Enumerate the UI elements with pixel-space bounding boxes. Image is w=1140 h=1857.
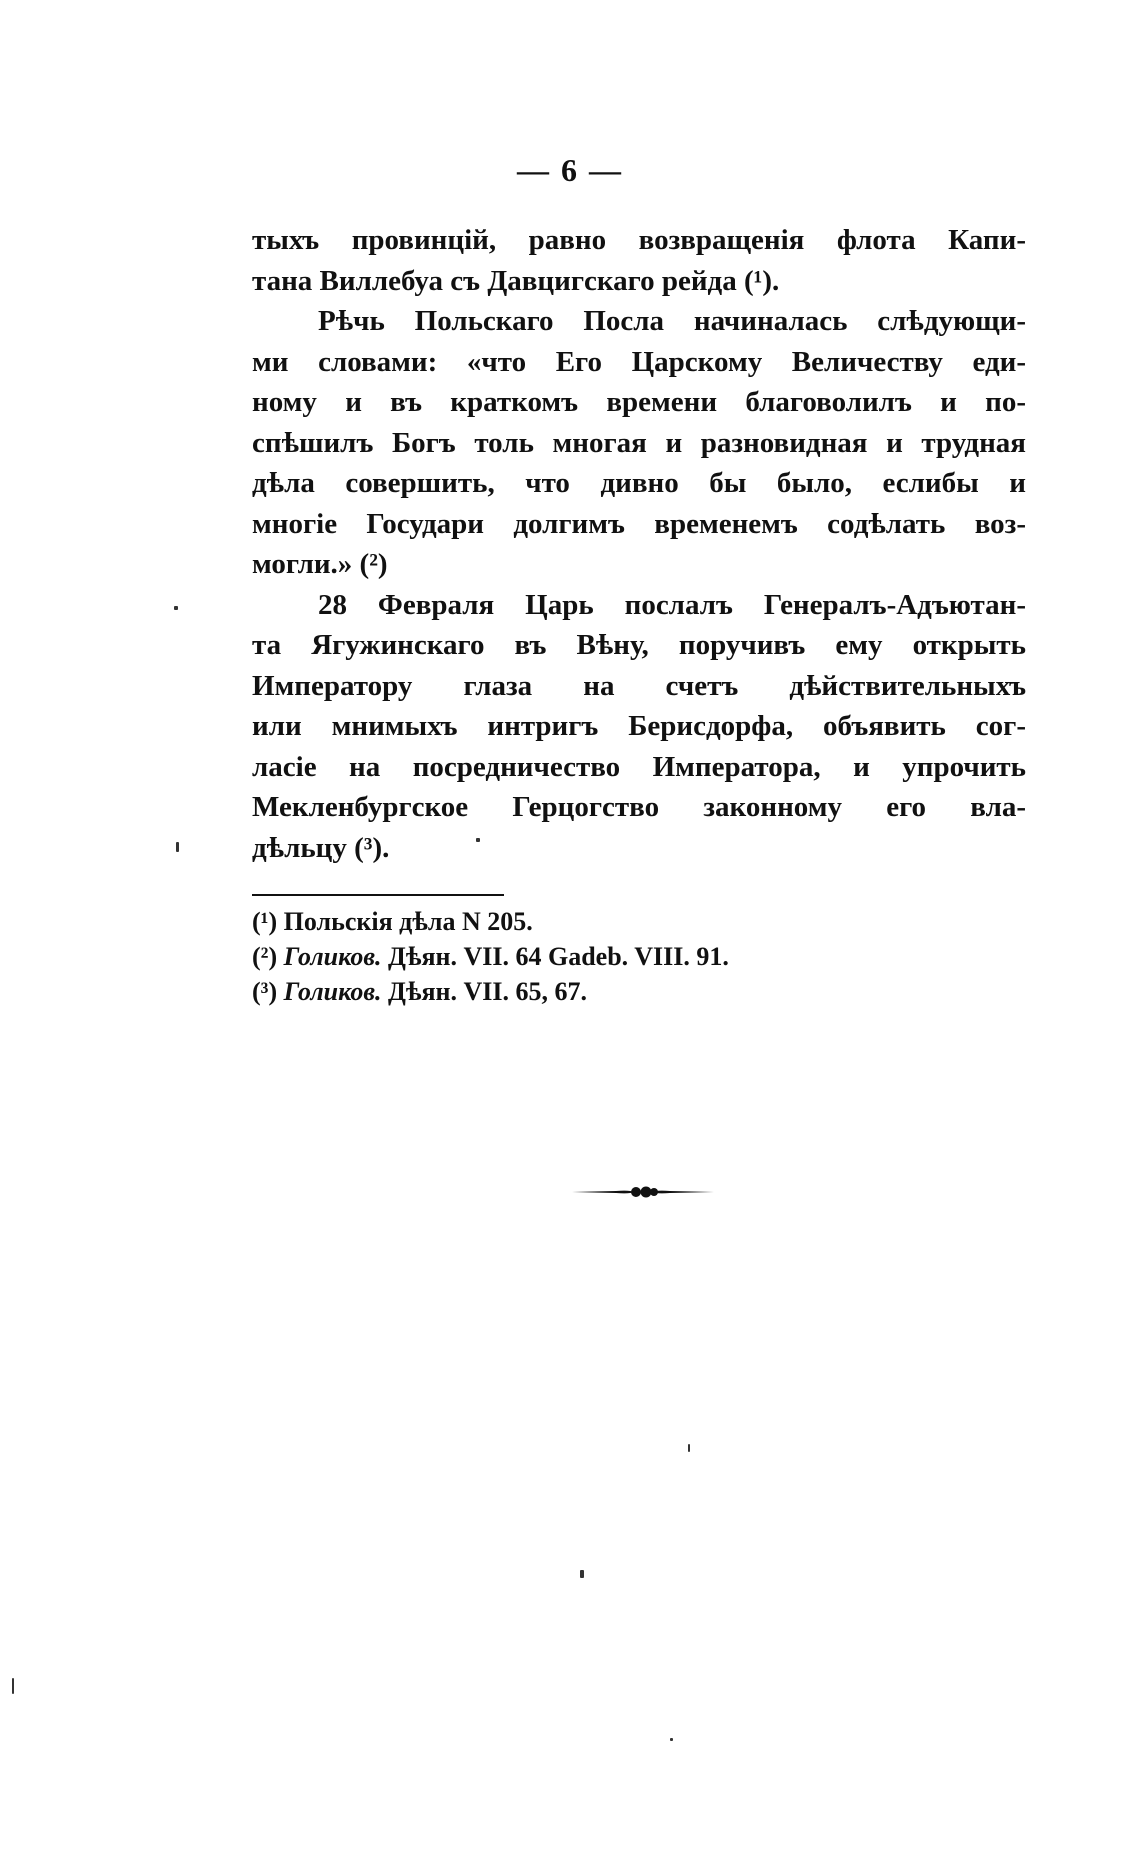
print-speck [174,606,178,610]
body-line: Императору глаза на счетъ дѣйствительныхъ [252,669,1026,702]
body-line: Мекленбургское Герцогство законному его вла- [252,791,1026,823]
print-speck [12,1678,14,1694]
print-speck [580,1570,584,1578]
footnote-2 [252,939,1026,974]
footnote-text: Польскія дѣла N 205. [283,907,533,936]
body-line: Рѣчь Польскаго Посла начиналась слѣдующи- [318,305,1026,337]
print-speck [476,838,480,842]
body-line: ми словами: «что Его Царскому Величеству еди- [252,345,1026,378]
body-line: 28 Февраля Царь послалъ Генералъ-Адъютан- [318,588,1026,621]
page-number: — 6 — [517,152,623,188]
footnote-author: Голиков. [283,977,382,1006]
tailpiece-ornament-icon [572,1182,714,1202]
body-line: ласіе на посредничество Императора, и упрочить [252,750,1026,783]
footnote-text: Дѣян. VII. 65, 67. [387,977,588,1006]
body-line: тана Виллебуа съ Давцигскаго рейда (¹). [252,264,780,297]
body-line: спѣшилъ Богъ толь многая и разновидная и трудная [252,426,1026,459]
print-speck [688,1444,690,1452]
footnote-marker: (³) [252,977,278,1006]
print-speck [176,842,179,852]
body-line: тыхъ провинцій, равно возвращенія флота Капи- [252,224,1026,256]
footnote-marker: (¹) [252,907,278,936]
body-line: дѣльцу (³). [252,831,390,864]
body-line: или мнимыхъ интригъ Берисдорфа, объявить сог- [252,710,1026,742]
footnote-text: Дѣян. VII. 64 Gadeb. VIII. 91. [387,942,729,971]
footnote-marker: (²) [252,942,278,971]
footnote-1 [252,904,1026,939]
print-speck [670,1738,673,1741]
body-line: могли.» (²) [252,548,388,580]
footnote-3 [252,974,1026,1009]
footnote-rule [252,894,504,896]
footnote-author: Голиков. [283,942,382,971]
body-line: многіе Государи долгимъ временемъ содѣлать воз- [252,507,1026,540]
body-text [252,220,1026,868]
body-line: дѣла совершить, что дивно бы было, еслибы и [252,467,1026,499]
body-line: та Ягужинскаго въ Вѣну, поручивъ ему открыть [252,629,1026,661]
footnotes [252,894,1026,1009]
body-line: ному и въ краткомъ времени благоволилъ и по- [252,386,1026,418]
